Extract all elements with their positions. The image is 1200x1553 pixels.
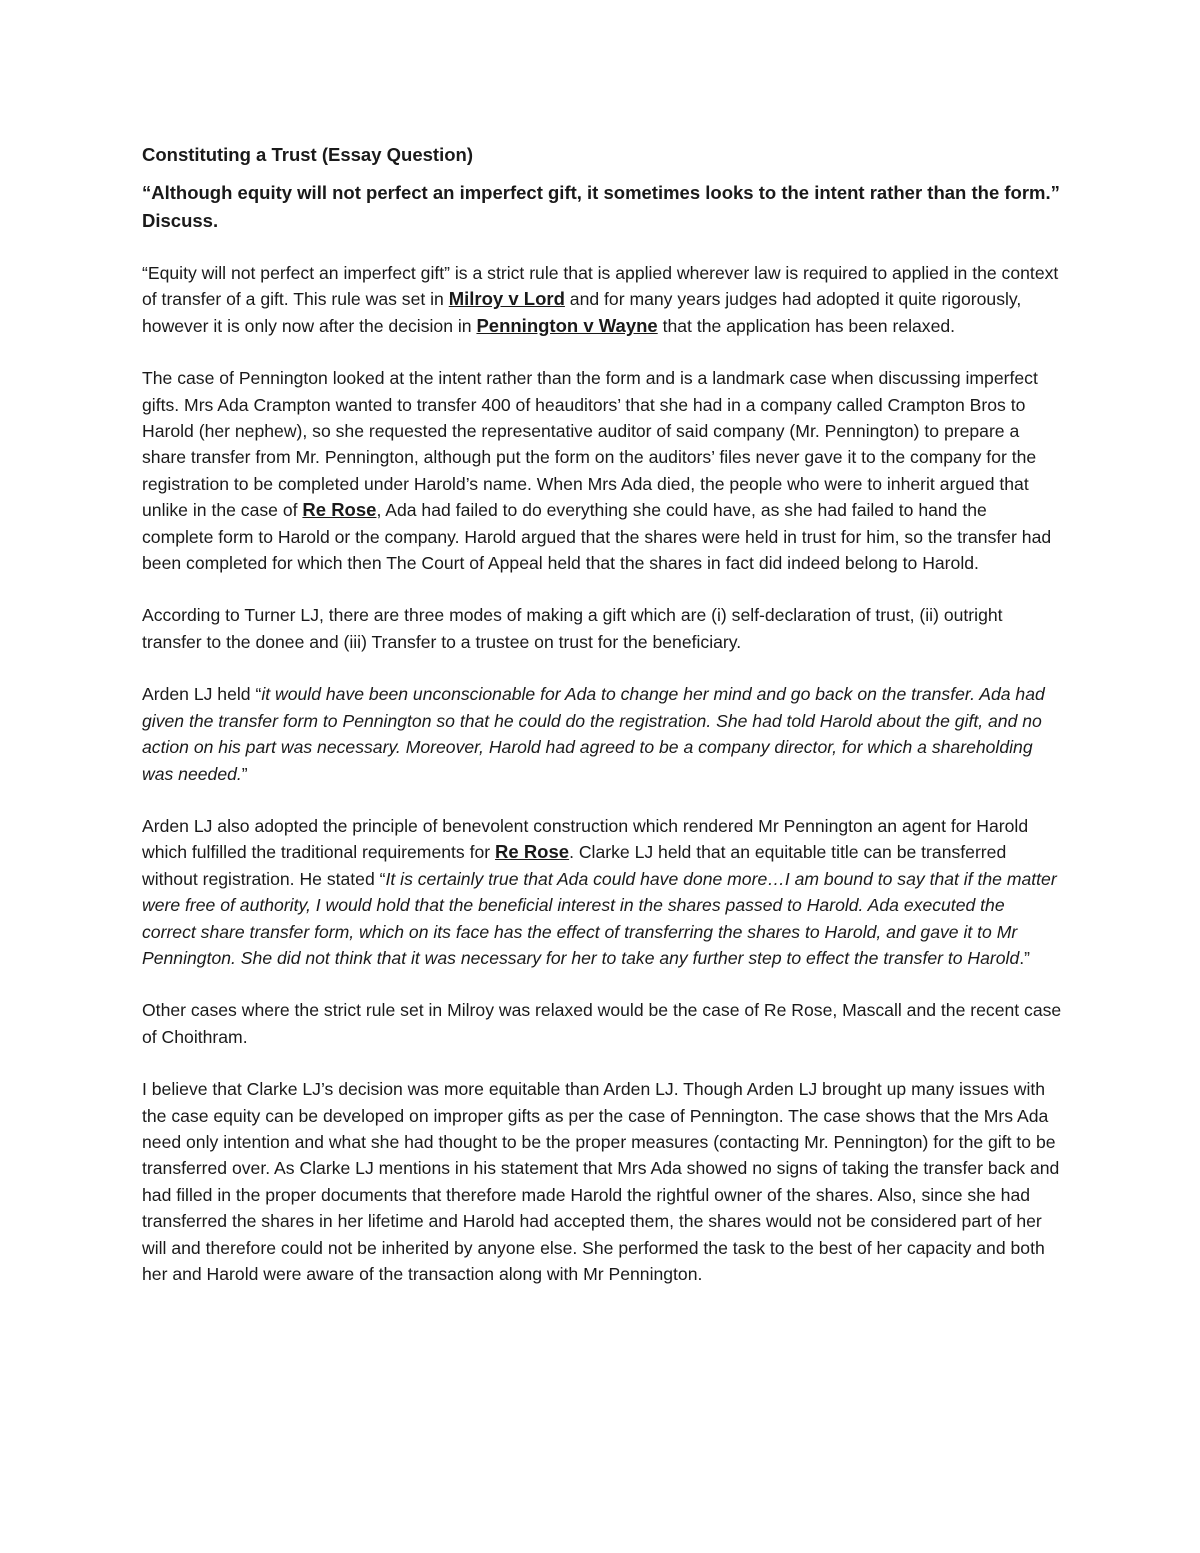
paragraph-text: that the application has been relaxed. [657,315,956,336]
case-name-re-rose: Re Rose [495,841,570,863]
case-name-re-rose: Re Rose [302,499,377,521]
paragraph-3: According to Turner LJ, there are three modes of making a gift which are (i) self-declaration of trust, (ii) outright transfer to the donee and (iii) Transfer to a trustee on trust for the beneficiary. [142,605,1003,652]
quotation: it would have been unconscionable for Ada to change her mind and go back on the transfer. Ada had given the transfer form to Pennington so that he could do the registration. She had told Harold about the gift, and no action on his part was necessary. Moreover, Harold had agreed to be a company director, for which a shareholding was needed. [142,684,1045,784]
paragraph-4 [142,681,1062,787]
paragraph-5 [142,813,1062,971]
case-name-milroy: Milroy v Lord [448,288,565,310]
paragraph-1 [142,260,1062,339]
quotation: It is certainly true that Ada could have done more…I am bound to say that if the matter were free of authority, I would hold that the beneficial interest in the shares passed to Harold. Ada executed the correct share transfer form, which on its face has the effect of transferring the shares to Harold, and gave it to Mr Pennington. She did not think that it was necessary for her to take any further step to effect the transfer to Harold [142,868,1057,968]
paragraph-text: .” [1019,947,1030,968]
paragraph-text: ” [241,763,248,784]
document-page [142,140,1062,1287]
paragraph-text: “Equity will not perfect an imperfect gift” is a strict rule that is applied wherever law is required to applied in the context of transfer of a gift. This rule was set in [142,263,1059,310]
paragraph-text: Arden LJ also adopted the principle of benevolent construction which rendered Mr Pennington an agent for Harold which fulfilled the traditional requirements for [142,815,1029,863]
paragraph-text: , Ada had failed to do everything she could have, as she had failed to hand the complete form to Harold or the company. Harold argued that the shares were held in trust for him, so the transfer had been completed for which then The Court of Appeal held that the shares in fact did indeed belong to Harold. [142,500,1052,574]
document-title: Constituting a Trust (Essay Question) [142,144,473,165]
case-name-pennington: Pennington v Wayne [476,314,658,336]
paragraph-text: The case of Pennington looked at the intent rather than the form and is a landmark case when discussing imperfect gifts. Mrs Ada Crampton wanted to transfer 400 of heauditors’ that she had in a company called Crampton Bros to Harold (her nephew), so she requested the representative auditor of said company (Mr. Pennington) to prepare a share transfer from Mr. Pennington, although put the form on the auditors’ files never gave it to the company for the registration to be completed under Harold’s name. When Mrs Ada died, the people who were to inherit argued that unlike in the case of [142,368,1038,521]
paragraph-2 [142,365,1062,576]
paragraph-text: . Clarke LJ held that an equitable title can be transferred without registration. He stated “ [142,842,1007,889]
paragraph-text: Arden LJ held “ [142,684,262,705]
essay-question: “Although equity will not perfect an imperfect gift, it sometimes looks to the intent rather than the form.” Discuss. [142,182,1060,231]
paragraph-text: and for many years judges had adopted it quite rigorously, however it is only now after the decision in [142,289,1022,336]
paragraph-6: Other cases where the strict rule set in Milroy was relaxed would be the case of Re Rose, Mascall and the recent case of Choithram. [142,1000,1062,1047]
paragraph-7: I believe that Clarke LJ’s decision was more equitable than Arden LJ. Though Arden LJ brought up many issues with the case equity can be developed on improper gifts as per the case of Pennington. The case shows that the Mrs Ada need only intention and what she had thought to be the proper measures (contacting Mr. Pennington) for the gift to be transferred over. As Clarke LJ mentions in his statement that Mrs Ada showed no signs of taking the transfer back and had filled in the proper documents that therefore made Harold the rightful owner of the shares. Also, since she had transferred the shares in her lifetime and Harold had accepted them, the shares would not be considered part of her will and therefore could not be inherited by anyone else. She performed the task to the best of her capacity and both her and Harold were aware of the transaction along with Mr Pennington. [142,1079,1060,1284]
